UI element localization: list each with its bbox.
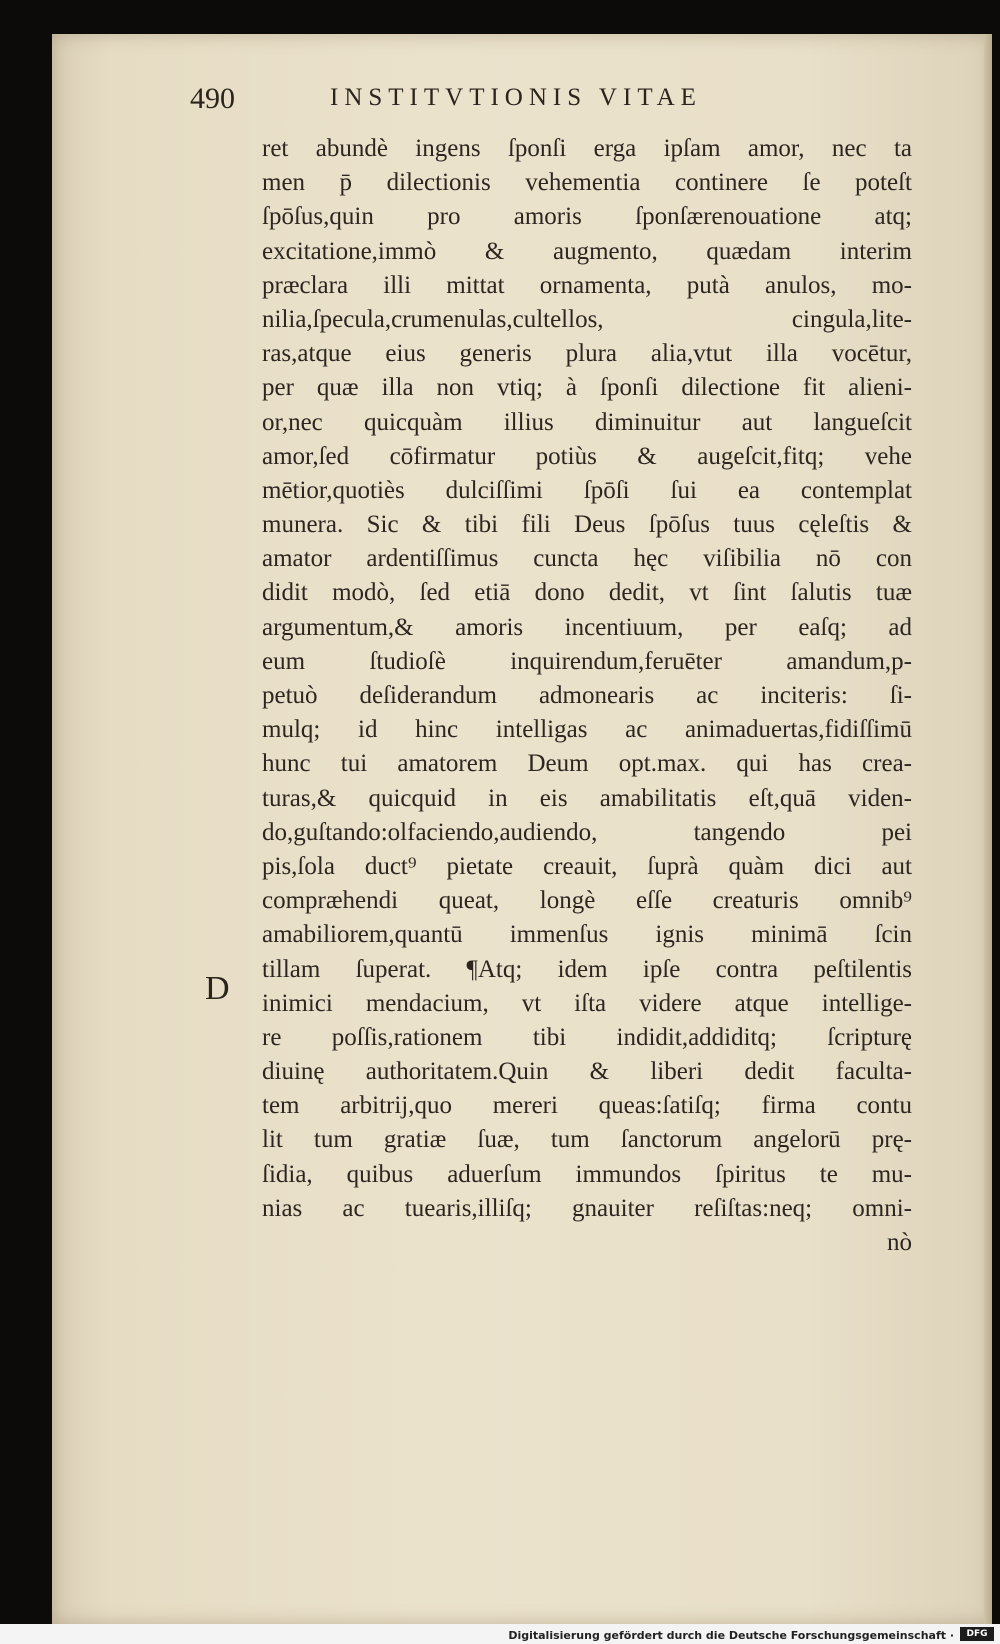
text-line: amor,ſed cōfirmatur potiùs & augeſcit,fitq; vehe <box>262 442 912 470</box>
page-number: 490 <box>190 82 235 115</box>
text-line: diuinę authoritatem.Quin & liberi dedit faculta- <box>262 1058 912 1086</box>
text-line: nias ac tuearis,illiſq; gnauiter reſiſtas:neq; omni- <box>262 1194 912 1222</box>
text-line: præclara illi mittat ornamenta, putà anulos, mo- <box>262 271 912 299</box>
text-line: hunc tui amatorem Deum opt.max. qui has crea- <box>262 750 912 778</box>
text-line: compræhendi queat, longè eſſe creaturis omnib⁹ <box>262 887 912 915</box>
text-line: nilia,ſpecula,crumenulas,cultellos, cingula,lite- <box>262 305 912 333</box>
text-line: mētior,quotiès dulciſſimi ſpōſi ſui ea contemplat <box>262 476 912 504</box>
text-line: turas,& quicquid in eis amabilitatis eſt,quā viden- <box>262 784 912 812</box>
body-text <box>262 132 912 1260</box>
text-line: tem arbitrij,quo mereri queas:ſatiſq; firma contu <box>262 1092 912 1120</box>
running-head: INSTITVTIONIS VITAE <box>330 84 702 111</box>
text-line: ret abundè ingens ſponſi erga ipſam amor, nec ta <box>262 135 912 162</box>
text-line: amator ardentiſſimus cuncta hęc viſibilia nō con <box>262 545 912 573</box>
text-line: mulq; id hinc intelligas ac animaduertas,fidiſſimū <box>262 716 912 744</box>
footer-bar <box>0 1624 1000 1644</box>
catchword: nò <box>887 1229 912 1256</box>
text-line: do,guſtando:olfaciendo,audiendo, tangendo pei <box>262 818 912 846</box>
text-line: men p̄ dilectionis vehementia continere ſe poteſt <box>262 169 912 197</box>
text-line: or,nec quicquàm illius diminuitur aut langueſcit <box>262 408 912 436</box>
text-line: ras,atque eius generis plura alia,vtut illa vocētur, <box>262 340 912 368</box>
text-line: ſidia, quibus aduerſum immundos ſpiritus te mu- <box>262 1160 912 1188</box>
footer-credit: Digitalisierung gefördert durch die Deutsche Forschungsgemeinschaft · <box>508 1629 954 1642</box>
text-line: didit modò, ſed etiā dono dedit, vt ſint ſalutis tuæ <box>262 579 912 607</box>
margin-letter: D <box>205 970 230 1007</box>
text-line: argumentum,& amoris incentiuum, per eaſq; ad <box>262 613 912 641</box>
text-line: tillam ſuperat. ¶Atq; idem ipſe contra peſtilentis <box>262 955 912 983</box>
text-line: amabiliorem,quantū immenſus ignis minimā ſcin <box>262 921 912 949</box>
page-edge <box>984 34 992 1624</box>
text-line: lit tum gratiæ ſuæ, tum ſanctorum angelorū prę- <box>262 1126 912 1154</box>
text-line: per quæ illa non vtiq; à ſponſi dilectione fit alieni- <box>262 374 912 402</box>
text-line: inimici mendacium, vt iſta videre atque intellige- <box>262 989 912 1017</box>
text-line: ſpōſus,quin pro amoris ſponſærenouatione atq; <box>262 203 912 231</box>
text-line: munera. Sic & tibi fili Deus ſpōſus tuus cęleſtis & <box>262 511 912 539</box>
text-line: petuò deſiderandum admonearis ac inciteris: ſi- <box>262 682 912 709</box>
text-line: eum ſtudioſè inquirendum,feruēter amandum,p- <box>262 647 912 675</box>
text-line: excitatione,immò & augmento, quædam interim <box>262 237 912 265</box>
text-line: pis,ſola duct⁹ pietate creauit, ſuprà quàm dici aut <box>262 852 912 880</box>
text-line: re poſſis,rationem tibi indidit,addiditq; ſcripturę <box>262 1023 912 1051</box>
dfg-logo: DFG <box>960 1627 994 1641</box>
page-header <box>190 82 890 122</box>
